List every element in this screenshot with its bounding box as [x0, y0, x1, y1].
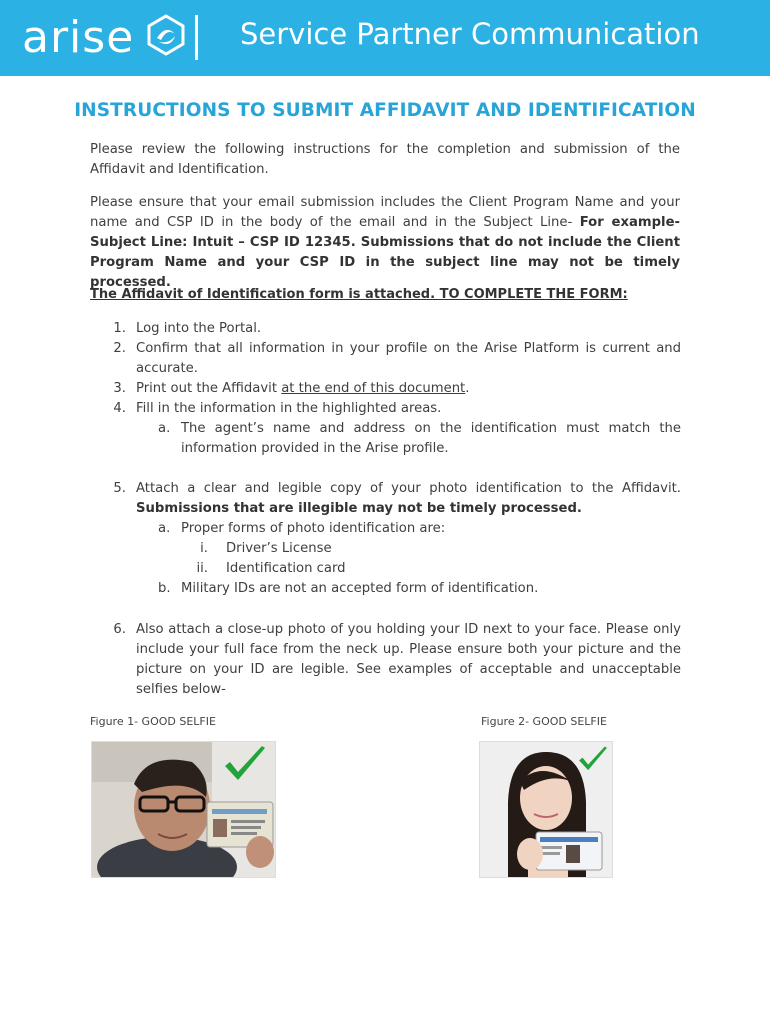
step-5-main: Attach a clear and legible copy of your photo identification to the Affidavit. [136, 481, 681, 496]
step-5-text [136, 479, 681, 519]
step-5b-text: Military IDs are not an accepted form of identification. [181, 581, 539, 596]
header-banner [0, 0, 770, 76]
step-number: 2. [113, 341, 126, 356]
form-heading: The Affidavit of Identification form is attached. TO COMPLETE THE FORM: [90, 287, 628, 302]
document-title: INSTRUCTIONS TO SUBMIT AFFIDAVIT AND IDENTIFICATION [74, 100, 696, 121]
intro-paragraph: Please review the following instructions for the completion and submission of the Affidavit and Identification. [90, 142, 680, 177]
step-number: 4. [113, 401, 126, 416]
sub-step-number: a. [158, 521, 171, 536]
brand-logo-text: arise [22, 12, 135, 63]
arise-logo-icon [145, 14, 187, 56]
ensure-bold-text: For example- Subject Line: Intuit – CSP ID 12345. Submissions that do not include the Client Program Name and your CSP ID in the subject line may not be timely processed. [90, 215, 680, 290]
step-6-text: Also attach a close-up photo of you holding your ID next to your face. Please only include your full face from the neck up. Please ensure both your picture and the picture on your ID are legible. See examples of acceptable and unacceptable selfies below- [136, 622, 681, 697]
step-number: 3. [113, 381, 126, 396]
roman-number: i. [200, 541, 208, 556]
sub-step-number: b. [158, 581, 171, 596]
step-3-text [136, 379, 681, 399]
header-title: Service Partner Communication [240, 17, 700, 51]
ensure-text: Please ensure that your email submission includes the Client Program Name and your name and CSP ID in the body of the email and in the Subject Line- [90, 195, 680, 230]
header-divider [195, 15, 198, 60]
step-5a-text: Proper forms of photo identification are: [181, 521, 446, 536]
sub-step-number: a. [158, 421, 171, 436]
roman-number: ii. [196, 561, 208, 576]
step-4a-text: The agent’s name and address on the identification must match the information provided in the Arise profile. [181, 421, 681, 456]
step-number: 1. [113, 321, 126, 336]
step-3-pre: Print out the Affidavit [136, 381, 282, 396]
step-4-text: Fill in the information in the highlighted areas. [136, 401, 442, 416]
id-form-drivers-license: Driver’s License [226, 541, 332, 556]
figure-2-caption: Figure 2- GOOD SELFIE [481, 715, 607, 728]
checkmark-icon [577, 744, 609, 774]
step-1-text: Log into the Portal. [136, 321, 262, 336]
checkmark-icon [222, 744, 268, 784]
ensure-paragraph [90, 193, 680, 293]
id-form-identification-card: Identification card [226, 561, 346, 576]
figure-1-caption: Figure 1- GOOD SELFIE [90, 715, 216, 728]
step-3-post: . [465, 381, 470, 396]
step-5-bold: Submissions that are illegible may not be timely processed. [136, 501, 582, 516]
step-number: 5. [113, 481, 126, 496]
step-2-text: Confirm that all information in your profile on the Arise Platform is current and accurate. [136, 341, 681, 376]
end-of-document-link[interactable]: at the end of this document [281, 381, 466, 396]
step-number: 6. [113, 622, 126, 637]
